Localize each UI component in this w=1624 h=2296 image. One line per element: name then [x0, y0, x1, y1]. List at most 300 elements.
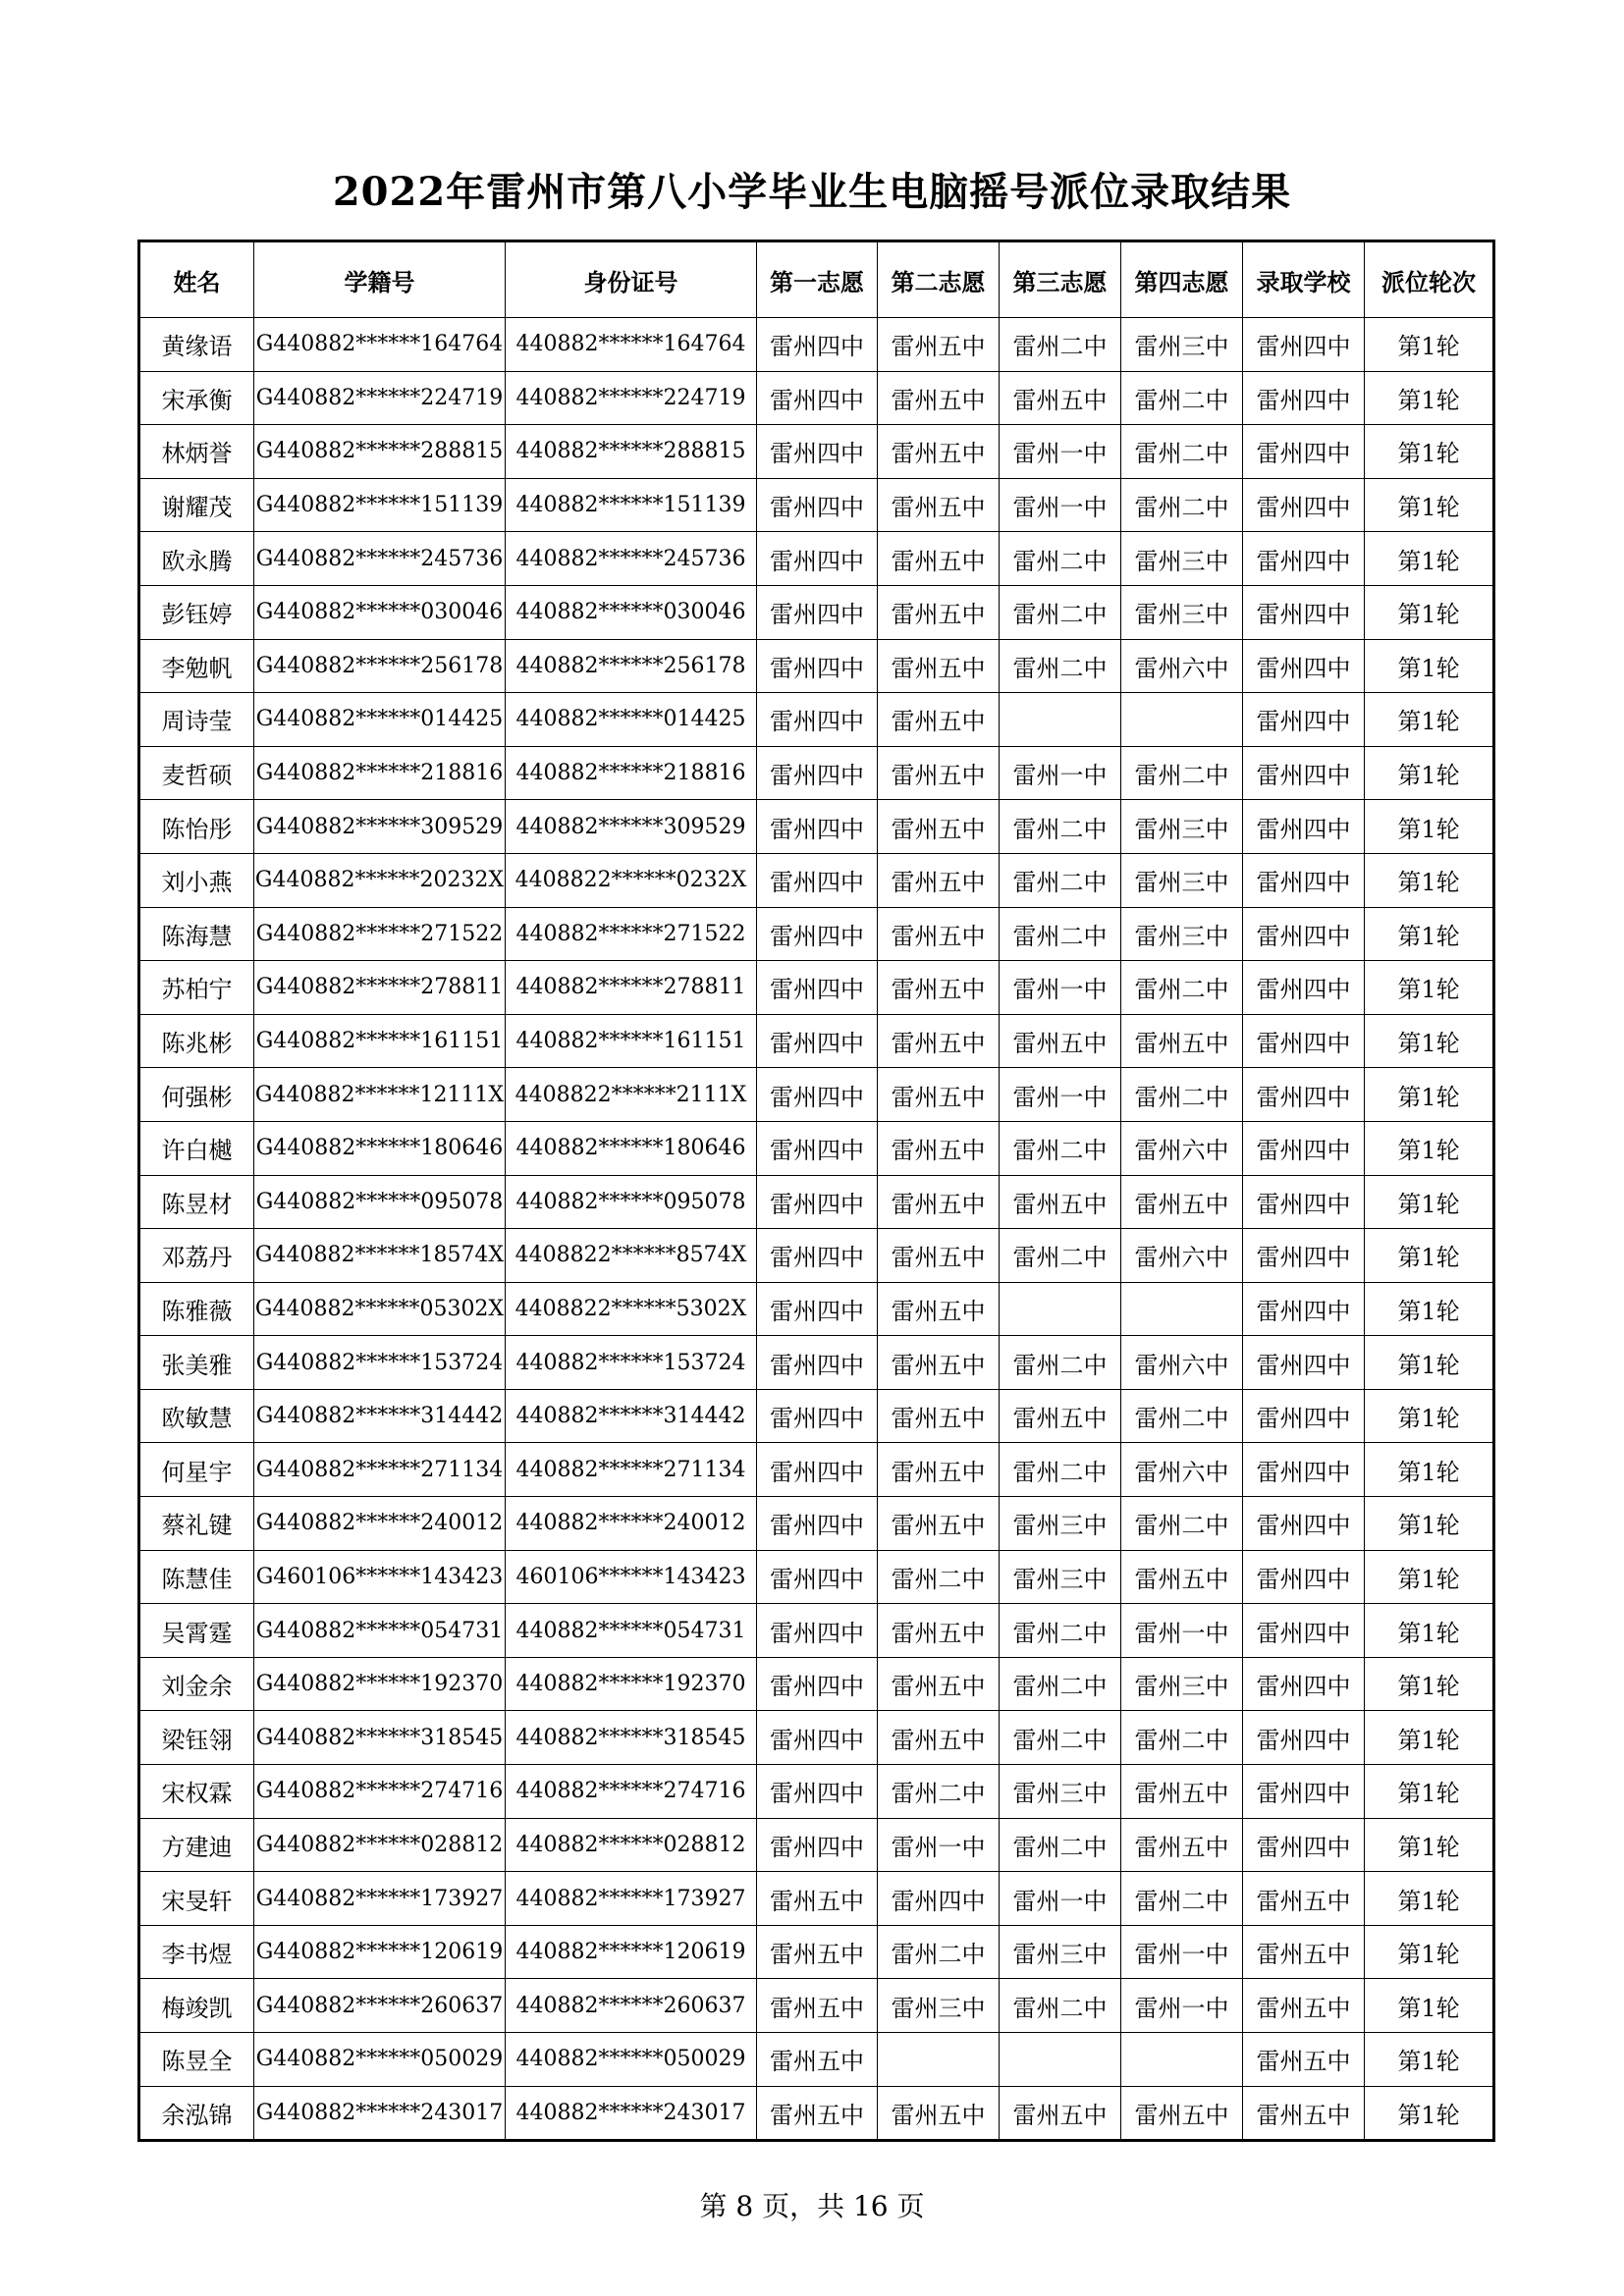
- cell-student-id: G440882******260637: [254, 1979, 506, 2033]
- cell-choice-1: 雷州四中: [757, 746, 878, 800]
- cell-choice-2: 雷州五中: [878, 639, 1000, 693]
- cell-choice-2: 雷州五中: [878, 532, 1000, 586]
- cell-admitted-school: 雷州四中: [1243, 1550, 1365, 1604]
- header-id-card: 身份证号: [506, 241, 757, 318]
- cell-choice-3: 雷州二中: [1000, 585, 1121, 639]
- cell-round: 第1轮: [1365, 907, 1494, 961]
- cell-choice-4: 雷州二中: [1121, 425, 1243, 479]
- table-row: [139, 1175, 1494, 1229]
- cell-student-id: G460106******143423: [254, 1550, 506, 1604]
- cell-choice-3: 雷州一中: [1000, 961, 1121, 1015]
- table-row: [139, 639, 1494, 693]
- table-row: [139, 800, 1494, 854]
- table-row: [139, 907, 1494, 961]
- cell-choice-3: 雷州二中: [1000, 639, 1121, 693]
- page-footer: 第 8 页，共 16 页: [699, 2190, 925, 2222]
- cell-choice-1: 雷州四中: [757, 585, 878, 639]
- table-row: [139, 478, 1494, 532]
- cell-admitted-school: 雷州四中: [1243, 1336, 1365, 1390]
- table-row: [139, 1550, 1494, 1604]
- cell-id-card: 440882******173927: [506, 1872, 757, 1926]
- cell-round: 第1轮: [1365, 2086, 1494, 2141]
- cell-name: 谢耀茂: [139, 478, 254, 532]
- cell-choice-3: [1000, 1282, 1121, 1336]
- cell-choice-1: 雷州四中: [757, 371, 878, 425]
- cell-admitted-school: 雷州四中: [1243, 1175, 1365, 1229]
- cell-round: 第1轮: [1365, 1711, 1494, 1765]
- cell-student-id: G440882******014425: [254, 693, 506, 747]
- cell-choice-3: 雷州二中: [1000, 532, 1121, 586]
- cell-choice-3: 雷州五中: [1000, 1175, 1121, 1229]
- cell-choice-2: 雷州五中: [878, 1336, 1000, 1390]
- cell-name: 苏柏宁: [139, 961, 254, 1015]
- table-row: [139, 1336, 1494, 1390]
- cell-round: 第1轮: [1365, 1979, 1494, 2033]
- cell-id-card: 460106******143423: [506, 1550, 757, 1604]
- cell-choice-4: 雷州六中: [1121, 1229, 1243, 1283]
- cell-choice-4: 雷州三中: [1121, 585, 1243, 639]
- cell-round: 第1轮: [1365, 425, 1494, 479]
- cell-id-card: 440882******095078: [506, 1175, 757, 1229]
- cell-choice-3: 雷州三中: [1000, 1925, 1121, 1979]
- cell-choice-1: 雷州四中: [757, 693, 878, 747]
- cell-choice-3: 雷州三中: [1000, 1497, 1121, 1551]
- cell-choice-1: 雷州四中: [757, 318, 878, 372]
- table-row: [139, 746, 1494, 800]
- table-row: [139, 532, 1494, 586]
- table-row: [139, 585, 1494, 639]
- cell-student-id: G440882******151139: [254, 478, 506, 532]
- cell-choice-3: 雷州二中: [1000, 1121, 1121, 1175]
- cell-student-id: G440882******164764: [254, 318, 506, 372]
- cell-choice-2: 雷州四中: [878, 1872, 1000, 1926]
- cell-name: 吴霄霆: [139, 1604, 254, 1658]
- cell-student-id: G440882******095078: [254, 1175, 506, 1229]
- cell-student-id: G440882******12111X: [254, 1068, 506, 1122]
- cell-choice-2: 雷州五中: [878, 478, 1000, 532]
- cell-choice-1: 雷州四中: [757, 1765, 878, 1819]
- cell-choice-4: 雷州一中: [1121, 1925, 1243, 1979]
- table-row: [139, 1711, 1494, 1765]
- cell-name: 陈雅薇: [139, 1282, 254, 1336]
- cell-student-id: G440882******309529: [254, 800, 506, 854]
- cell-choice-3: 雷州三中: [1000, 1550, 1121, 1604]
- cell-choice-4: 雷州五中: [1121, 1175, 1243, 1229]
- admission-results-table: [137, 240, 1495, 2142]
- cell-choice-4: 雷州五中: [1121, 1818, 1243, 1872]
- cell-choice-2: 雷州五中: [878, 1121, 1000, 1175]
- table-body: [139, 318, 1494, 2141]
- cell-choice-3: 雷州二中: [1000, 318, 1121, 372]
- cell-student-id: G440882******054731: [254, 1604, 506, 1658]
- cell-round: 第1轮: [1365, 746, 1494, 800]
- cell-id-card: 440882******288815: [506, 425, 757, 479]
- cell-choice-3: 雷州二中: [1000, 800, 1121, 854]
- cell-round: 第1轮: [1365, 371, 1494, 425]
- cell-choice-1: 雷州四中: [757, 532, 878, 586]
- cell-admitted-school: 雷州四中: [1243, 800, 1365, 854]
- cell-id-card: 440882******050029: [506, 2033, 757, 2087]
- cell-admitted-school: 雷州四中: [1243, 961, 1365, 1015]
- cell-choice-2: 雷州五中: [878, 1175, 1000, 1229]
- cell-choice-3: 雷州二中: [1000, 1604, 1121, 1658]
- cell-id-card: 440882******314442: [506, 1389, 757, 1443]
- cell-student-id: G440882******240012: [254, 1497, 506, 1551]
- cell-admitted-school: 雷州四中: [1243, 1818, 1365, 1872]
- cell-admitted-school: 雷州四中: [1243, 371, 1365, 425]
- cell-choice-4: 雷州二中: [1121, 478, 1243, 532]
- cell-name: 林炳誉: [139, 425, 254, 479]
- table-row: [139, 853, 1494, 907]
- cell-name: 周诗莹: [139, 693, 254, 747]
- cell-choice-1: 雷州四中: [757, 1550, 878, 1604]
- cell-admitted-school: 雷州五中: [1243, 2033, 1365, 2087]
- cell-choice-2: 雷州五中: [878, 746, 1000, 800]
- cell-choice-2: 雷州五中: [878, 2086, 1000, 2141]
- cell-id-card: 440882******256178: [506, 639, 757, 693]
- cell-choice-2: 雷州五中: [878, 1657, 1000, 1711]
- page-title: 2022年雷州市第八小学毕业生电脑摇号派位录取结果: [332, 169, 1292, 215]
- cell-admitted-school: 雷州四中: [1243, 693, 1365, 747]
- table-row: [139, 1443, 1494, 1497]
- cell-choice-2: 雷州二中: [878, 1925, 1000, 1979]
- table-row: [139, 425, 1494, 479]
- cell-admitted-school: 雷州四中: [1243, 1604, 1365, 1658]
- table-row: [139, 961, 1494, 1015]
- cell-choice-2: 雷州五中: [878, 800, 1000, 854]
- table-row: [139, 1872, 1494, 1926]
- cell-choice-4: [1121, 1282, 1243, 1336]
- cell-choice-3: 雷州五中: [1000, 2086, 1121, 2141]
- cell-choice-4: [1121, 2033, 1243, 2087]
- cell-round: 第1轮: [1365, 2033, 1494, 2087]
- header-student-id: 学籍号: [254, 241, 506, 318]
- cell-name: 张美雅: [139, 1336, 254, 1390]
- cell-choice-3: 雷州二中: [1000, 1443, 1121, 1497]
- cell-name: 余泓锦: [139, 2086, 254, 2141]
- cell-name: 何星宇: [139, 1443, 254, 1497]
- cell-choice-3: [1000, 2033, 1121, 2087]
- cell-id-card: 440882******153724: [506, 1336, 757, 1390]
- cell-id-card: 440882******240012: [506, 1497, 757, 1551]
- cell-name: 麦哲硕: [139, 746, 254, 800]
- cell-admitted-school: 雷州四中: [1243, 853, 1365, 907]
- header-choice-1: 第一志愿: [757, 241, 878, 318]
- cell-choice-1: 雷州四中: [757, 1711, 878, 1765]
- cell-choice-1: 雷州四中: [757, 907, 878, 961]
- cell-student-id: G440882******256178: [254, 639, 506, 693]
- cell-id-card: 440882******054731: [506, 1604, 757, 1658]
- cell-name: 陈兆彬: [139, 1014, 254, 1068]
- cell-id-card: 440882******120619: [506, 1925, 757, 1979]
- table-row: [139, 1229, 1494, 1283]
- cell-student-id: G440882******180646: [254, 1121, 506, 1175]
- cell-choice-2: 雷州五中: [878, 1068, 1000, 1122]
- cell-student-id: G440882******20232X: [254, 853, 506, 907]
- cell-choice-1: 雷州四中: [757, 1443, 878, 1497]
- cell-student-id: G440882******271522: [254, 907, 506, 961]
- cell-choice-2: 雷州五中: [878, 1604, 1000, 1658]
- cell-admitted-school: 雷州四中: [1243, 1389, 1365, 1443]
- cell-choice-3: 雷州三中: [1000, 1765, 1121, 1819]
- cell-id-card: 440882******318545: [506, 1711, 757, 1765]
- cell-choice-4: 雷州二中: [1121, 1389, 1243, 1443]
- cell-name: 梅竣凯: [139, 1979, 254, 2033]
- cell-admitted-school: 雷州四中: [1243, 907, 1365, 961]
- cell-choice-1: 雷州四中: [757, 1282, 878, 1336]
- cell-choice-2: 雷州五中: [878, 693, 1000, 747]
- cell-name: 李勉帆: [139, 639, 254, 693]
- cell-round: 第1轮: [1365, 1604, 1494, 1658]
- cell-round: 第1轮: [1365, 639, 1494, 693]
- table-row: [139, 1604, 1494, 1658]
- table-row: [139, 1121, 1494, 1175]
- cell-round: 第1轮: [1365, 1657, 1494, 1711]
- cell-choice-3: 雷州二中: [1000, 1818, 1121, 1872]
- cell-round: 第1轮: [1365, 1550, 1494, 1604]
- cell-round: 第1轮: [1365, 1872, 1494, 1926]
- cell-choice-4: 雷州五中: [1121, 2086, 1243, 2141]
- cell-admitted-school: 雷州五中: [1243, 1872, 1365, 1926]
- cell-student-id: G440882******271134: [254, 1443, 506, 1497]
- cell-name: 刘小燕: [139, 853, 254, 907]
- cell-id-card: 440882******164764: [506, 318, 757, 372]
- cell-name: 李书煜: [139, 1925, 254, 1979]
- cell-choice-2: 雷州五中: [878, 1443, 1000, 1497]
- cell-choice-3: 雷州二中: [1000, 907, 1121, 961]
- cell-name: 陈怡彤: [139, 800, 254, 854]
- cell-name: 陈昱全: [139, 2033, 254, 2087]
- cell-admitted-school: 雷州五中: [1243, 1925, 1365, 1979]
- cell-id-card: 4408822******5302X: [506, 1282, 757, 1336]
- cell-choice-4: 雷州一中: [1121, 1979, 1243, 2033]
- cell-choice-4: 雷州二中: [1121, 1872, 1243, 1926]
- cell-id-card: 440882******151139: [506, 478, 757, 532]
- cell-name: 黄缘语: [139, 318, 254, 372]
- cell-round: 第1轮: [1365, 1497, 1494, 1551]
- cell-student-id: G440882******318545: [254, 1711, 506, 1765]
- cell-choice-2: 雷州五中: [878, 318, 1000, 372]
- header-name: 姓名: [139, 241, 254, 318]
- cell-choice-4: 雷州五中: [1121, 1014, 1243, 1068]
- cell-round: 第1轮: [1365, 693, 1494, 747]
- cell-name: 何强彬: [139, 1068, 254, 1122]
- header-choice-2: 第二志愿: [878, 241, 1000, 318]
- cell-admitted-school: 雷州四中: [1243, 1711, 1365, 1765]
- cell-id-card: 4408822******0232X: [506, 853, 757, 907]
- cell-student-id: G440882******05302X: [254, 1282, 506, 1336]
- cell-choice-3: 雷州二中: [1000, 1711, 1121, 1765]
- cell-student-id: G440882******18574X: [254, 1229, 506, 1283]
- cell-choice-1: 雷州四中: [757, 425, 878, 479]
- cell-choice-2: 雷州五中: [878, 585, 1000, 639]
- cell-choice-3: 雷州五中: [1000, 1389, 1121, 1443]
- cell-choice-1: 雷州五中: [757, 1925, 878, 1979]
- cell-round: 第1轮: [1365, 1765, 1494, 1819]
- cell-choice-4: 雷州五中: [1121, 1550, 1243, 1604]
- cell-admitted-school: 雷州四中: [1243, 1229, 1365, 1283]
- cell-round: 第1轮: [1365, 1121, 1494, 1175]
- cell-choice-2: [878, 2033, 1000, 2087]
- cell-id-card: 440882******309529: [506, 800, 757, 854]
- cell-choice-2: 雷州五中: [878, 1389, 1000, 1443]
- cell-choice-1: 雷州四中: [757, 1818, 878, 1872]
- cell-choice-4: 雷州六中: [1121, 1443, 1243, 1497]
- cell-name: 方建迪: [139, 1818, 254, 1872]
- cell-choice-4: 雷州三中: [1121, 1657, 1243, 1711]
- cell-student-id: G440882******288815: [254, 425, 506, 479]
- table-row: [139, 1282, 1494, 1336]
- cell-student-id: G440882******224719: [254, 371, 506, 425]
- cell-choice-4: 雷州六中: [1121, 1121, 1243, 1175]
- cell-choice-2: 雷州五中: [878, 1282, 1000, 1336]
- cell-choice-2: 雷州五中: [878, 853, 1000, 907]
- cell-student-id: G440882******245736: [254, 532, 506, 586]
- cell-choice-4: 雷州二中: [1121, 961, 1243, 1015]
- cell-admitted-school: 雷州四中: [1243, 1282, 1365, 1336]
- cell-round: 第1轮: [1365, 478, 1494, 532]
- cell-admitted-school: 雷州四中: [1243, 1121, 1365, 1175]
- cell-choice-4: 雷州三中: [1121, 907, 1243, 961]
- cell-name: 陈昱材: [139, 1175, 254, 1229]
- cell-id-card: 440882******243017: [506, 2086, 757, 2141]
- cell-choice-1: 雷州四中: [757, 853, 878, 907]
- cell-choice-1: 雷州五中: [757, 2033, 878, 2087]
- cell-name: 陈慧佳: [139, 1550, 254, 1604]
- cell-choice-1: 雷州五中: [757, 2086, 878, 2141]
- cell-name: 欧敏慧: [139, 1389, 254, 1443]
- cell-student-id: G440882******050029: [254, 2033, 506, 2087]
- cell-admitted-school: 雷州四中: [1243, 1443, 1365, 1497]
- cell-id-card: 440882******271522: [506, 907, 757, 961]
- cell-name: 梁钰翎: [139, 1711, 254, 1765]
- cell-round: 第1轮: [1365, 1282, 1494, 1336]
- table-row: [139, 1765, 1494, 1819]
- table-row: [139, 1014, 1494, 1068]
- cell-choice-3: 雷州五中: [1000, 1014, 1121, 1068]
- cell-student-id: G440882******161151: [254, 1014, 506, 1068]
- cell-name: 刘金余: [139, 1657, 254, 1711]
- cell-round: 第1轮: [1365, 1014, 1494, 1068]
- cell-choice-3: 雷州二中: [1000, 853, 1121, 907]
- cell-student-id: G440882******278811: [254, 961, 506, 1015]
- cell-choice-2: 雷州三中: [878, 1979, 1000, 2033]
- cell-choice-4: 雷州二中: [1121, 1711, 1243, 1765]
- cell-choice-2: 雷州二中: [878, 1550, 1000, 1604]
- cell-admitted-school: 雷州四中: [1243, 1497, 1365, 1551]
- cell-choice-4: 雷州一中: [1121, 1604, 1243, 1658]
- cell-admitted-school: 雷州四中: [1243, 639, 1365, 693]
- cell-student-id: G440882******028812: [254, 1818, 506, 1872]
- cell-choice-1: 雷州四中: [757, 961, 878, 1015]
- cell-admitted-school: 雷州五中: [1243, 2086, 1365, 2141]
- table-row: [139, 1818, 1494, 1872]
- cell-student-id: G440882******153724: [254, 1336, 506, 1390]
- cell-choice-4: 雷州六中: [1121, 639, 1243, 693]
- cell-choice-3: 雷州二中: [1000, 1657, 1121, 1711]
- cell-choice-4: 雷州三中: [1121, 853, 1243, 907]
- cell-choice-3: 雷州一中: [1000, 1068, 1121, 1122]
- cell-id-card: 440882******224719: [506, 371, 757, 425]
- cell-choice-4: 雷州三中: [1121, 318, 1243, 372]
- table-row: [139, 1979, 1494, 2033]
- cell-choice-1: 雷州四中: [757, 1175, 878, 1229]
- table-row: [139, 1497, 1494, 1551]
- cell-choice-3: 雷州二中: [1000, 1229, 1121, 1283]
- cell-admitted-school: 雷州四中: [1243, 1014, 1365, 1068]
- cell-id-card: 440882******014425: [506, 693, 757, 747]
- cell-round: 第1轮: [1365, 1443, 1494, 1497]
- cell-name: 宋承衡: [139, 371, 254, 425]
- table-row: [139, 1389, 1494, 1443]
- cell-choice-3: 雷州二中: [1000, 1336, 1121, 1390]
- cell-choice-1: 雷州四中: [757, 639, 878, 693]
- cell-student-id: G440882******274716: [254, 1765, 506, 1819]
- cell-choice-2: 雷州五中: [878, 1497, 1000, 1551]
- cell-name: 宋旻轩: [139, 1872, 254, 1926]
- header-choice-3: 第三志愿: [1000, 241, 1121, 318]
- cell-round: 第1轮: [1365, 1068, 1494, 1122]
- cell-id-card: 4408822******8574X: [506, 1229, 757, 1283]
- header-round: 派位轮次: [1365, 241, 1494, 318]
- cell-admitted-school: 雷州五中: [1243, 1979, 1365, 2033]
- cell-choice-3: 雷州五中: [1000, 371, 1121, 425]
- cell-choice-4: 雷州二中: [1121, 1497, 1243, 1551]
- cell-student-id: G440882******243017: [254, 2086, 506, 2141]
- table-row: [139, 1657, 1494, 1711]
- cell-student-id: G440882******030046: [254, 585, 506, 639]
- cell-round: 第1轮: [1365, 1389, 1494, 1443]
- cell-round: 第1轮: [1365, 1925, 1494, 1979]
- cell-round: 第1轮: [1365, 318, 1494, 372]
- cell-choice-3: [1000, 693, 1121, 747]
- cell-choice-3: 雷州一中: [1000, 478, 1121, 532]
- cell-choice-1: 雷州五中: [757, 1979, 878, 2033]
- cell-choice-1: 雷州四中: [757, 1121, 878, 1175]
- cell-round: 第1轮: [1365, 800, 1494, 854]
- cell-name: 蔡礼键: [139, 1497, 254, 1551]
- cell-id-card: 440882******180646: [506, 1121, 757, 1175]
- cell-choice-1: 雷州四中: [757, 1657, 878, 1711]
- cell-choice-4: 雷州六中: [1121, 1336, 1243, 1390]
- cell-choice-2: 雷州二中: [878, 1765, 1000, 1819]
- cell-choice-1: 雷州四中: [757, 1014, 878, 1068]
- header-admitted-school: 录取学校: [1243, 241, 1365, 318]
- cell-choice-4: 雷州三中: [1121, 532, 1243, 586]
- cell-id-card: 440882******260637: [506, 1979, 757, 2033]
- cell-admitted-school: 雷州四中: [1243, 425, 1365, 479]
- cell-name: 彭钰婷: [139, 585, 254, 639]
- cell-choice-3: 雷州一中: [1000, 1872, 1121, 1926]
- cell-id-card: 440882******274716: [506, 1765, 757, 1819]
- cell-student-id: G440882******314442: [254, 1389, 506, 1443]
- cell-choice-2: 雷州五中: [878, 371, 1000, 425]
- cell-choice-4: 雷州三中: [1121, 800, 1243, 854]
- cell-name: 陈海慧: [139, 907, 254, 961]
- cell-choice-1: 雷州四中: [757, 1604, 878, 1658]
- cell-id-card: 440882******271134: [506, 1443, 757, 1497]
- cell-id-card: 440882******218816: [506, 746, 757, 800]
- cell-round: 第1轮: [1365, 961, 1494, 1015]
- cell-name: 欧永腾: [139, 532, 254, 586]
- cell-id-card: 440882******028812: [506, 1818, 757, 1872]
- table-row: [139, 1068, 1494, 1122]
- cell-student-id: G440882******173927: [254, 1872, 506, 1926]
- cell-choice-2: 雷州五中: [878, 907, 1000, 961]
- cell-id-card: 440882******245736: [506, 532, 757, 586]
- cell-admitted-school: 雷州四中: [1243, 746, 1365, 800]
- cell-student-id: G440882******218816: [254, 746, 506, 800]
